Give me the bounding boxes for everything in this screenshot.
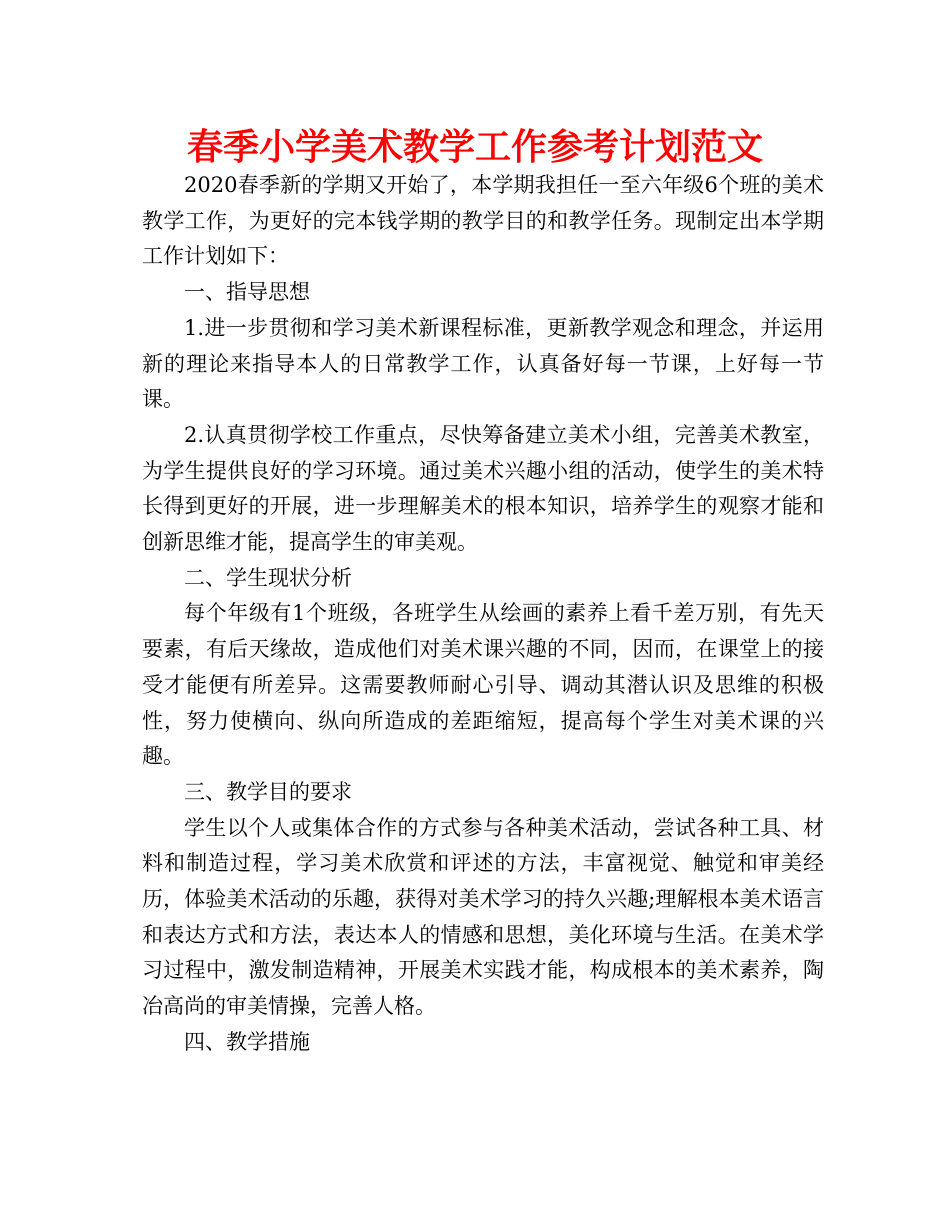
paragraph-student-analysis: 每个年级有1个班级，各班学生从绘画的素养上看千差万别，有先天要素，有后天缘故，造成他们对美术课兴趣的不同，因而，在课堂上的接受才能便有所差异。这需要教师耐心引导、调动其潜认识及思维的积极性，努力使横向、纵向所造成的差距缩短，提高每个学生对美术课的兴趣。	[142, 601, 824, 769]
document-title: 春季小学美术教学工作参考计划范文	[186, 126, 763, 168]
section-heading-guiding-ideology: 一、指导思想	[184, 280, 310, 305]
paragraph-guiding-point-1: 1.进一步贯彻和学习美术新课程标准，更新教学观念和理念，并运用新的理论来指导本人的日常教学工作，认真备好每一节课，上好每一节课。	[142, 315, 824, 412]
section-heading-teaching-goals: 三、教学目的要求	[184, 779, 352, 804]
document-body	[142, 168, 824, 1061]
intro-paragraph: 2020春季新的学期又开始了，本学期我担任一至六年级6个班的美术教学工作，为更好的完本钱学期的教学目的和教学任务。现制定出本学期工作计划如下：	[142, 173, 824, 269]
section-heading-student-analysis: 二、学生现状分析	[184, 565, 352, 590]
paragraph-guiding-point-2: 2.认真贯彻学校工作重点，尽快筹备建立美术小组，完善美术教室，为学生提供良好的学习环境。通过美术兴趣小组的活动，使学生的美术特长得到更好的开展，进一步理解美术的根本知识，培养学生的观察才能和创新思维才能，提高学生的审美观。	[142, 422, 824, 555]
section-heading-teaching-measures: 四、教学措施	[184, 1029, 310, 1054]
paragraph-teaching-goals: 学生以个人或集体合作的方式参与各种美术活动，尝试各种工具、材料和制造过程，学习美术欣赏和评述的方法，丰富视觉、触觉和审美经历，体验美术活动的乐趣，获得对美术学习的持久兴趣;理解根本美术语言和表达方式和方法，表达本人的情感和思想，美化环境与生活。在美术学习过程中，激发制造精神，开展美术实践才能，构成根本的美术素养，陶冶高尚的审美情操，完善人格。	[142, 815, 824, 1019]
